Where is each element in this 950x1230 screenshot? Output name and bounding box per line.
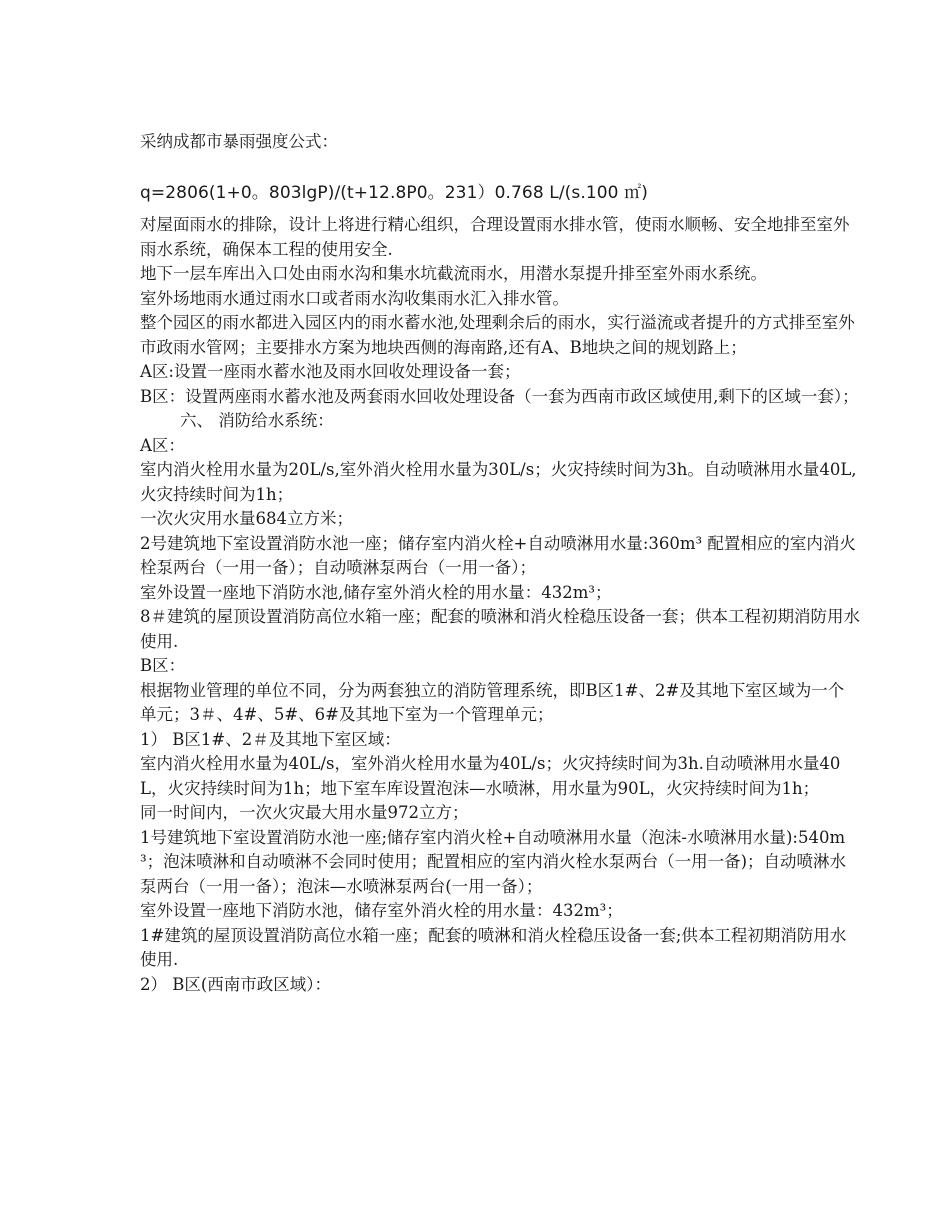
paragraph-zone-a-hydrant-flow: 室内消火栓用水量为20L/s,室外消火栓用水量为30L/s；火灾持续时间为3h。自动喷淋用水量40L,火灾持续时间为1h； xyxy=(140,460,857,504)
subheading-zone-b: B区： xyxy=(140,656,186,675)
paragraph-zone-a-rainwater: A区:设置一座雨水蓄水池及雨水回收处理设备一套； xyxy=(140,362,521,381)
paragraph-zone-b-management: 根据物业管理的单位不同，分为两套独立的消防管理系统，即B区1#、2#及其地下室区域为一个单元；3＃、4#、5#、6#及其地下室为一个管理单元； xyxy=(140,680,845,724)
paragraph-zone-a-pool: 2号建筑地下室设置消防水池一座；储存室内消火栓+自动喷淋用水量:360m³ 配置相应的室内消火栓泵两台（一用一备）；自动喷淋泵两台（一用一备）； xyxy=(140,533,856,577)
rainfall-formula: q=2806(1+0。803lgP)/(t+12.8P0。231）0.768 L/(s.100 ㎡) xyxy=(140,182,648,203)
paragraph-garage-drainage: 地下一层车库出入口处由雨水沟和集水坑截流雨水，用潜水泵提升排至室外雨水系统。 xyxy=(140,264,767,283)
paragraph-zone-b-roof-tank: 1#建筑的屋顶设置消防高位水箱一座；配套的喷淋和消火栓稳压设备一套;供本工程初期消防用水使用. xyxy=(140,925,847,969)
paragraph-zone-b-rainwater: B区：设置两座雨水蓄水池及两套雨水回收处理设备（一套为西南市政区域使用,剩下的区域一套）； xyxy=(140,386,859,406)
paragraph-roof-drainage: 对屋面雨水的排除，设计上将进行精心组织，合理设置雨水排水管，使雨水顺畅、安全地排至室外雨水系统，确保本工程的使用安全. xyxy=(140,215,850,259)
paragraph-park-rainwater: 整个园区的雨水都进入园区内的雨水蓄水池,处理剩余后的雨水，实行溢流或者提升的方式排至室外市政雨水管网；主要排水方案为地块西侧的海南路,还有A、B地块之间的规划路上； xyxy=(140,313,855,357)
document-body xyxy=(140,130,860,997)
subheading-zone-b-unit-1: 1） B区1#、2＃及其地下室区域： xyxy=(140,729,401,749)
subheading-zone-a: A区： xyxy=(140,435,185,455)
paragraph-zone-a-outdoor-pool: 室外设置一座地下消防水池,储存室外消火栓的用水量：432m³； xyxy=(140,582,612,602)
paragraph-zone-b-hydrant-flow: 室内消火栓用水量为40L/s，室外消火栓用水量为40L/s；火灾持续时间为3h.自动喷淋用水量40L，火灾持续时间为1h；地下室车库设置泡沫—水喷淋，用水量为90L，火灾持续时间为1h； xyxy=(140,754,841,798)
paragraph-zone-a-roof-tank: 8＃建筑的屋顶设置消防高位水箱一座；配套的喷淋和消火栓稳压设备一套；供本工程初期消防用水使用. xyxy=(140,607,860,651)
paragraph-zone-b-outdoor-pool: 室外设置一座地下消防水池，储存室外消火栓的用水量：432m³； xyxy=(140,901,623,920)
section-heading-fire-water: 六、 消防给水系统： xyxy=(180,411,334,430)
paragraph-zone-b-max-volume: 同一时间内，一次火灾最大用水量972立方； xyxy=(140,803,469,822)
paragraph-site-drainage: 室外场地雨水通过雨水口或者雨水沟收集雨水汇入排水管。 xyxy=(140,288,569,308)
formula-heading: 采纳成都市暴雨强度公式： xyxy=(140,132,338,151)
subheading-zone-b-unit-2: 2） B区(西南市政区域）： xyxy=(140,974,332,994)
paragraph-zone-a-total-volume: 一次火灾用水量684立方米； xyxy=(140,509,353,528)
paragraph-zone-b-pool: 1号建筑地下室设置消防水池一座;储存室内消火栓+自动喷淋用水量（泡沫-水喷淋用水量):540m³；泡沫喷淋和自动喷淋不会同时使用；配置相应的室内消火栓水泵两台（一用一备)；自动喷淋水泵两台（一用一备）；泡沫—水喷淋泵两台(一用一备）； xyxy=(140,827,847,896)
